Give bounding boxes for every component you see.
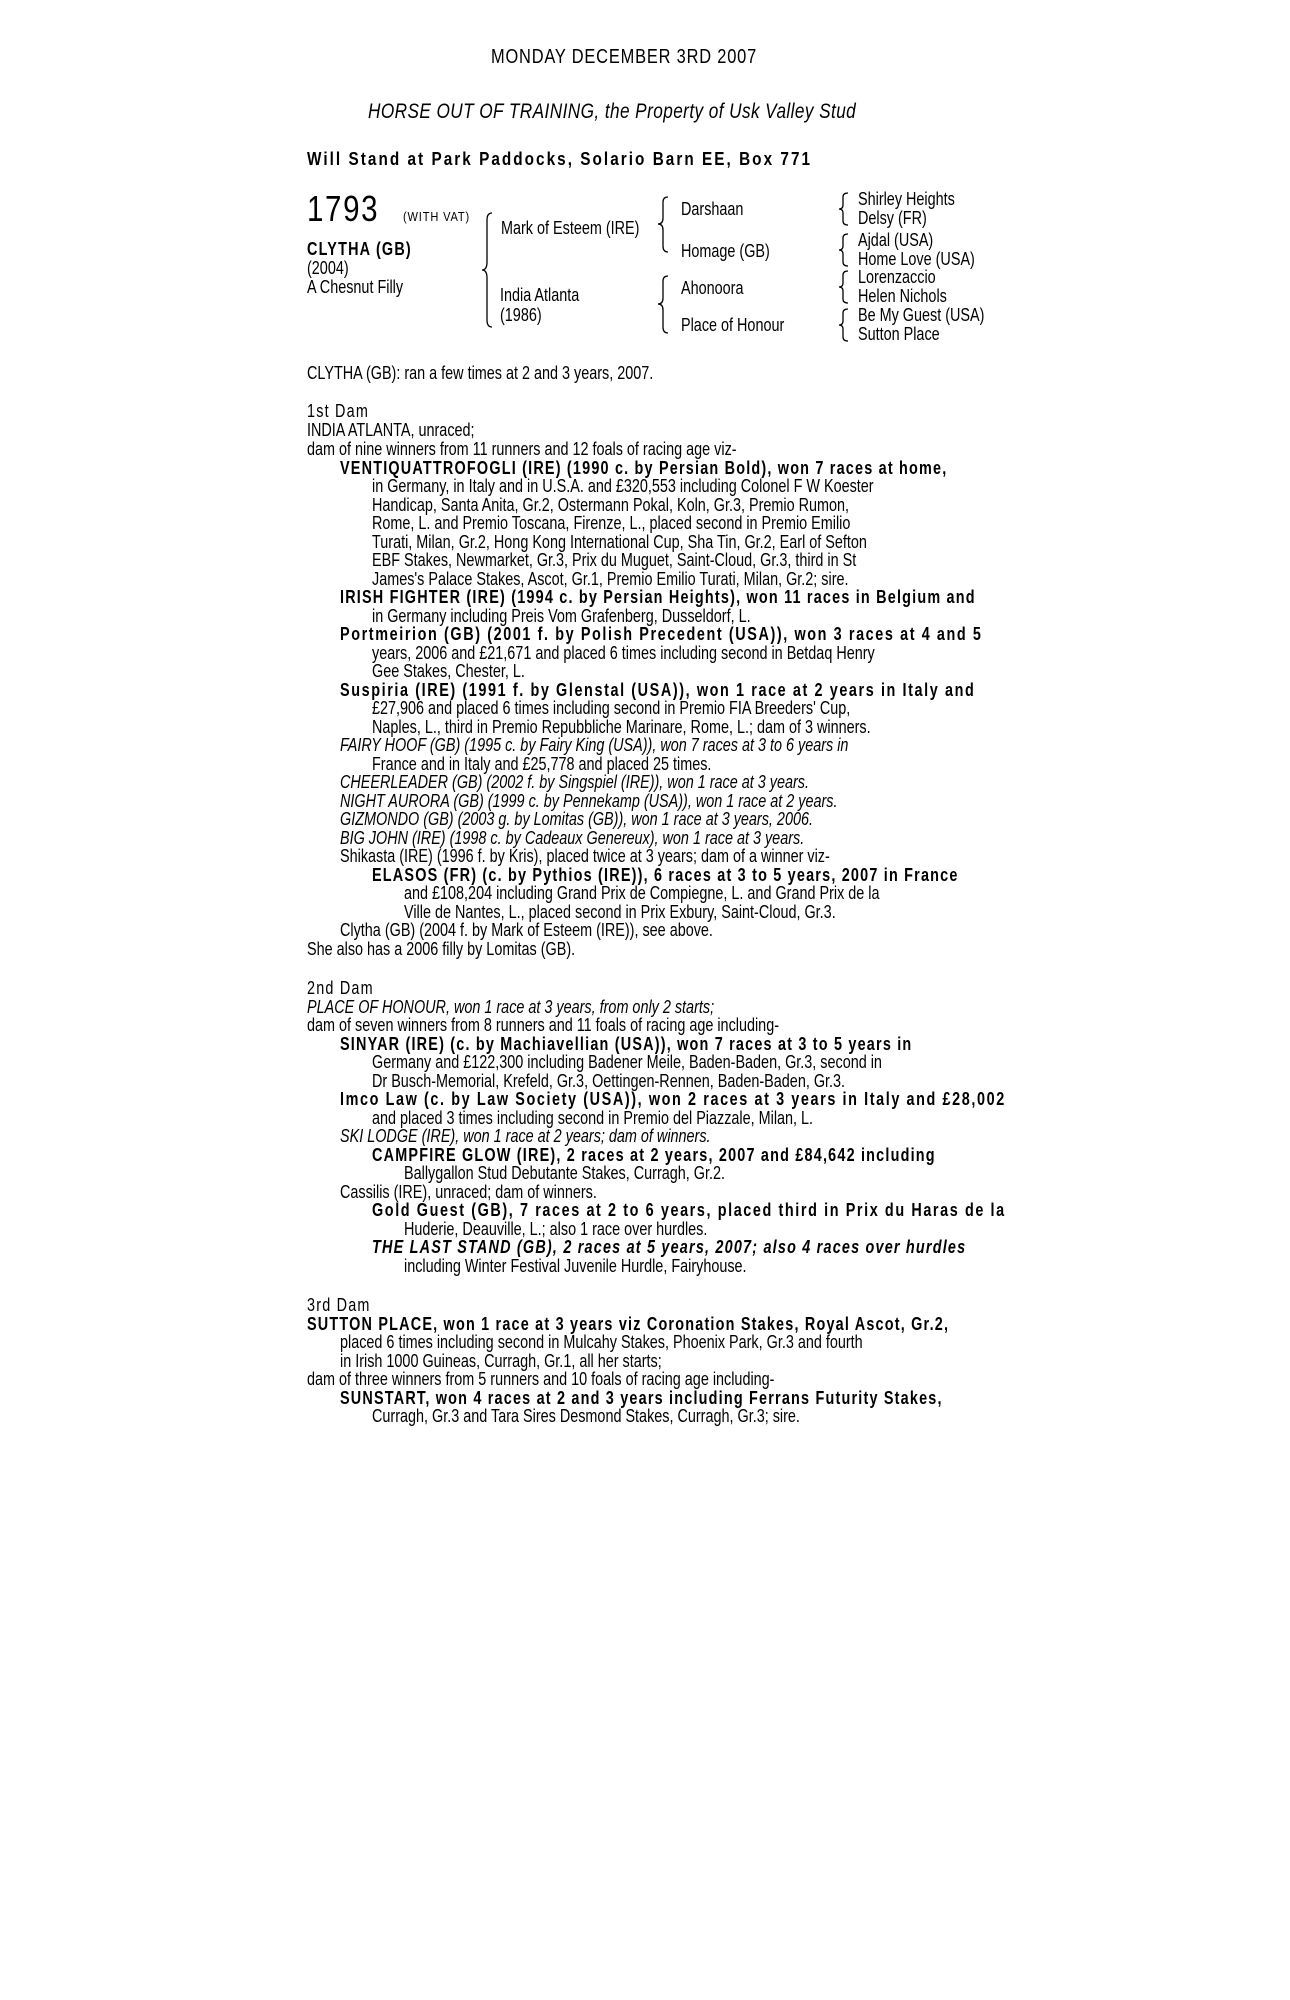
produce-line: and placed 3 times including second in Premio del Piazzale, Milan, L.	[372, 1108, 814, 1128]
produce-line: Cassilis (IRE), unraced; dam of winners.	[340, 1182, 597, 1202]
dam-line: in Irish 1000 Guineas, Curragh, Gr.1, all her starts;	[340, 1351, 662, 1371]
produce-line: NIGHT AURORA (GB) (1999 c. by Pennekamp (USA)), won 1 race at 2 years.	[340, 791, 838, 811]
produce-line: THE LAST STAND (GB), 2 races at 5 years, 2007; also 4 races over hurdles	[372, 1237, 967, 1257]
pedigree-great-grandparent: Helen Nichols	[858, 286, 947, 306]
produce-line: She also has a 2006 filly by Lomitas (GB).	[307, 939, 576, 959]
produce-line: in Germany including Preis Vom Grafenberg, Dusseldorf, L.	[372, 606, 751, 626]
pedigree-brace-gg1	[836, 192, 854, 226]
produce-line: Turati, Milan, Gr.2, Hong Kong International Cup, Sha Tin, Gr.2, Earl of Sefton	[372, 532, 867, 552]
produce-line: James's Palace Stakes, Ascot, Gr.1, Premio Emilio Turati, Milan, Gr.2; sire.	[372, 569, 849, 589]
pedigree-dam: India Atlanta	[500, 285, 580, 305]
pedigree-great-grandparent: Be My Guest (USA)	[858, 305, 985, 325]
dam-line: SUTTON PLACE, won 1 race at 3 years viz Coronation Stakes, Royal Ascot, Gr.2,	[307, 1314, 950, 1334]
pedigree-brace-gg2	[836, 233, 854, 267]
produce-line: Gee Stakes, Chester, L.	[372, 661, 525, 681]
pedigree-sire-sire: Darshaan	[681, 199, 744, 219]
produce-line: GIZMONDO (GB) (2003 g. by Lomitas (GB)), won 1 race at 3 years, 2006.	[340, 809, 813, 829]
produce-line: SKI LODGE (IRE), won 1 race at 2 years; dam of winners.	[340, 1126, 711, 1146]
lot-number: 1793	[307, 188, 380, 229]
produce-line: including Winter Festival Juvenile Hurdle, Fairyhouse.	[404, 1256, 747, 1276]
produce-line: Gold Guest (GB), 7 races at 2 to 6 years, placed third in Prix du Haras de la	[372, 1200, 1006, 1220]
produce-line: BIG JOHN (IRE) (1998 c. by Cadeaux Genereux), won 1 race at 3 years.	[340, 828, 805, 848]
foaling-year: (2004)	[307, 258, 349, 278]
pedigree-brace-gg4	[836, 308, 854, 342]
stand-location: Will Stand at Park Paddocks, Solario Barn EE, Box 771	[307, 149, 813, 169]
produce-line: Ville de Nantes, L., placed second in Prix Exbury, Saint-Cloud, Gr.3.	[404, 902, 836, 922]
produce-line: France and in Italy and £25,778 and placed 25 times.	[372, 754, 712, 774]
produce-line: FAIRY HOOF (GB) (1995 c. by Fairy King (USA)), won 7 races at 3 to 6 years in	[340, 735, 849, 755]
produce-line: years, 2006 and £21,671 and placed 6 times including second in Betdaq Henry	[372, 643, 875, 663]
produce-line: Portmeirion (GB) (2001 f. by Polish Precedent (USA)), won 3 races at 4 and 5	[340, 624, 983, 644]
produce-line: Dr Busch-Memorial, Krefeld, Gr.3, Oettingen-Rennen, Baden-Baden, Gr.3.	[372, 1071, 846, 1091]
pedigree-brace-dam	[656, 275, 676, 335]
pedigree-great-grandparent: Delsy (FR)	[858, 208, 927, 228]
produce-line: SINYAR (IRE) (c. by Machiavellian (USA)), won 7 races at 3 to 5 years in	[340, 1034, 913, 1054]
pedigree-brace-gg3	[836, 270, 854, 304]
pedigree-dam-sire: Ahonoora	[681, 278, 744, 298]
section-heading-2nd-dam: 2nd Dam	[307, 978, 374, 998]
dam-line: dam of seven winners from 8 runners and 11 foals of racing age including-	[307, 1015, 779, 1035]
produce-line: Germany and £122,300 including Badener Meile, Baden-Baden, Gr.3, second in	[372, 1052, 882, 1072]
pedigree-dam-dam: Place of Honour	[681, 315, 785, 335]
produce-line: Naples, L., third in Premio Repubbliche Marinare, Rome, L.; dam of 3 winners.	[372, 717, 871, 737]
produce-line: Imco Law (c. by Law Society (USA)), won 2 races at 3 years in Italy and £28,002	[340, 1089, 1006, 1109]
pedigree-brace-main	[480, 212, 500, 328]
pedigree-great-grandparent: Sutton Place	[858, 324, 940, 344]
section-heading-3rd-dam: 3rd Dam	[307, 1295, 371, 1315]
horse-name: CLYTHA (GB)	[307, 239, 412, 259]
pedigree-sire: Mark of Esteem (IRE)	[501, 218, 640, 238]
pedigree-dam-year: (1986)	[500, 305, 542, 325]
vat-label: (WITH VAT)	[403, 209, 471, 224]
produce-line: in Germany, in Italy and in U.S.A. and £320,553 including Colonel F W Koester	[372, 476, 874, 496]
produce-line: ELASOS (FR) (c. by Pythios (IRE)), 6 races at 3 to 5 years, 2007 in France	[372, 865, 959, 885]
dam-line: PLACE OF HONOUR, won 1 race at 3 years, from only 2 starts;	[307, 997, 715, 1017]
pedigree-great-grandparent: Shirley Heights	[858, 189, 955, 209]
produce-line: Handicap, Santa Anita, Gr.2, Ostermann Pokal, Koln, Gr.3, Premio Rumon,	[372, 495, 850, 515]
produce-line: Shikasta (IRE) (1996 f. by Kris), placed twice at 3 years; dam of a winner viz-	[340, 846, 830, 866]
produce-line: Suspiria (IRE) (1991 f. by Glenstal (USA)), won 1 race at 2 years in Italy and	[340, 680, 976, 700]
pedigree-great-grandparent: Ajdal (USA)	[858, 230, 934, 250]
produce-line: and £108,204 including Grand Prix de Compiegne, L. and Grand Prix de la	[404, 883, 880, 903]
produce-line: £27,906 and placed 6 times including second in Premio FIA Breeders' Cup,	[372, 698, 851, 718]
produce-line: SUNSTART, won 4 races at 2 and 3 years including Ferrans Futurity Stakes,	[340, 1388, 943, 1408]
dam-line: dam of three winners from 5 runners and 10 foals of racing age including-	[307, 1369, 775, 1389]
produce-line: Rome, L. and Premio Toscana, Firenze, L., placed second in Premio Emilio	[372, 513, 851, 533]
dam-line: placed 6 times including second in Mulcahy Stakes, Phoenix Park, Gr.3 and fourth	[340, 1332, 863, 1352]
sale-date: MONDAY DECEMBER 3RD 2007	[491, 46, 758, 68]
dam-line: INDIA ATLANTA, unraced;	[307, 420, 475, 440]
pedigree-brace-sire	[656, 196, 676, 254]
section-heading-1st-dam: 1st Dam	[307, 401, 370, 421]
produce-line: CHEERLEADER (GB) (2002 f. by Singspiel (IRE)), won 1 race at 3 years.	[340, 772, 809, 792]
produce-line: Huderie, Deauville, L.; also 1 race over hurdles.	[404, 1219, 708, 1239]
vendor-line: HORSE OUT OF TRAINING, the Property of Usk Valley Stud	[368, 100, 857, 123]
produce-line: IRISH FIGHTER (IRE) (1994 c. by Persian Heights), won 11 races in Belgium and	[340, 587, 976, 607]
dam-line: dam of nine winners from 11 runners and 12 foals of racing age viz-	[307, 439, 737, 459]
produce-line: VENTIQUATTROFOGLI (IRE) (1990 c. by Persian Bold), won 7 races at home,	[340, 458, 948, 478]
pedigree-great-grandparent: Lorenzaccio	[858, 267, 936, 287]
pedigree-sire-dam: Homage (GB)	[681, 241, 770, 261]
produce-line: Ballygallon Stud Debutante Stakes, Curragh, Gr.2.	[404, 1163, 725, 1183]
produce-line: CAMPFIRE GLOW (IRE), 2 races at 2 years, 2007 and £84,642 including	[372, 1145, 936, 1165]
pedigree-great-grandparent: Home Love (USA)	[858, 249, 975, 269]
horse-description: A Chesnut Filly	[307, 277, 404, 297]
produce-line: Clytha (GB) (2004 f. by Mark of Esteem (IRE)), see above.	[340, 920, 713, 940]
produce-line: EBF Stakes, Newmarket, Gr.3, Prix du Muguet, Saint-Cloud, Gr.3, third in St	[372, 550, 857, 570]
race-record: CLYTHA (GB): ran a few times at 2 and 3 years, 2007.	[307, 363, 654, 383]
produce-line: Curragh, Gr.3 and Tara Sires Desmond Stakes, Curragh, Gr.3; sire.	[372, 1406, 800, 1426]
